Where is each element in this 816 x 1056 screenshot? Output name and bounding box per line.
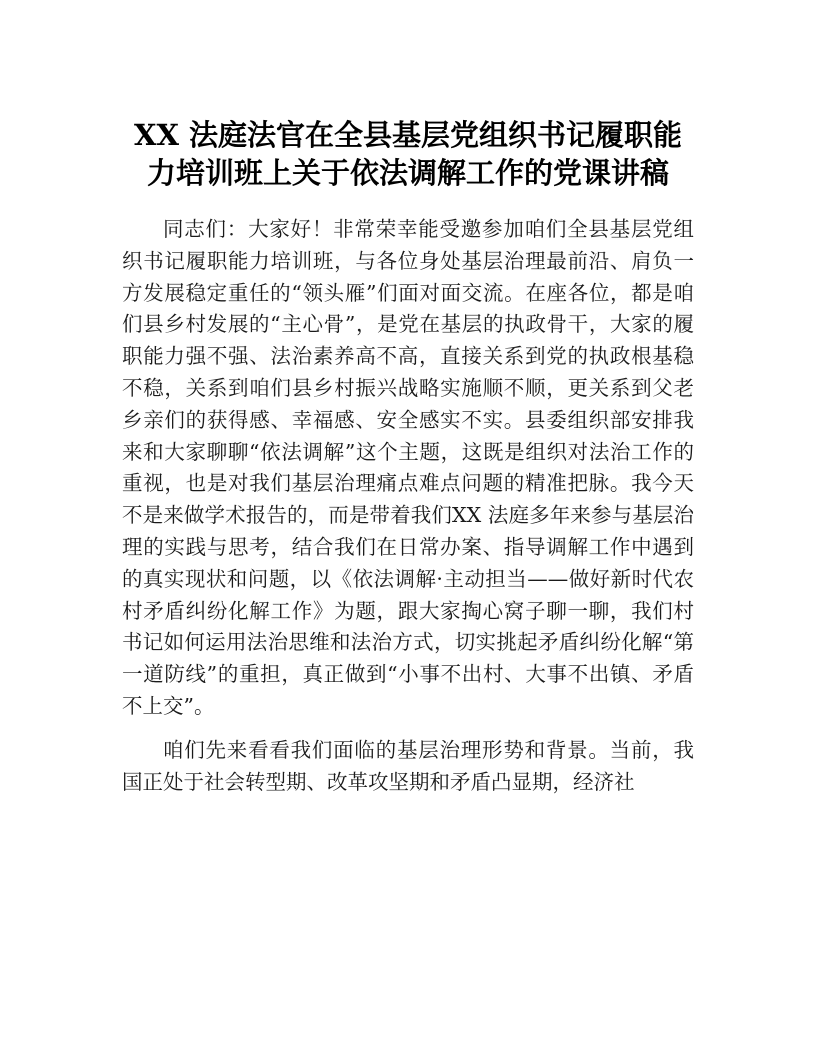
- paragraph-1: 同志们：大家好！非常荣幸能受邀参加咱们全县基层党组织书记履职能力培训班，与各位身处基层治理最前沿、肩负一方发展稳定重任的“领头雁”们面对面交流。在座各位，都是咱们县乡村发展的“主心骨”，是党在基层的执政骨干，大家的履职能力强不强、法治素养高不高，直接关系到党的执政根基稳不稳，关系到咱们县乡村振兴战略实施顺不顺，更关系到父老乡亲们的获得感、幸福感、安全感实不实。县委组织部安排我来和大家聊聊“依法调解”这个主题，这既是组织对法治工作的重视，也是对我们基层治理痛点难点问题的精准把脉。我今天不是来做学术报告的，而是带着我们XX 法庭多年来参与基层治理的实践与思考，结合我们在日常办案、指导调解工作中遇到的真实现状和问题，以《依法调解·主动担当——做好新时代农村矛盾纠纷化解工作》为题，跟大家掏心窝子聊一聊，我们村书记如何运用法治思维和法治方式，切实挑起矛盾纠纷化解“第一道防线”的重担，真正做到“小事不出村、大事不出镇、矛盾不上交”。: [122, 217, 694, 718]
- title-line-1: XX 法庭法官在全县基层党组织书记履职能: [133, 118, 683, 152]
- paragraph-2: 咱们先来看看我们面临的基层治理形势和背景。当前，我国正处于社会转型期、改革攻坚期和矛盾凸显期，经济社: [122, 737, 694, 794]
- title-line-2: 力培训班上关于依法调解工作的党课讲稿: [146, 156, 669, 190]
- document-body: [122, 214, 694, 798]
- document-title: [100, 116, 716, 192]
